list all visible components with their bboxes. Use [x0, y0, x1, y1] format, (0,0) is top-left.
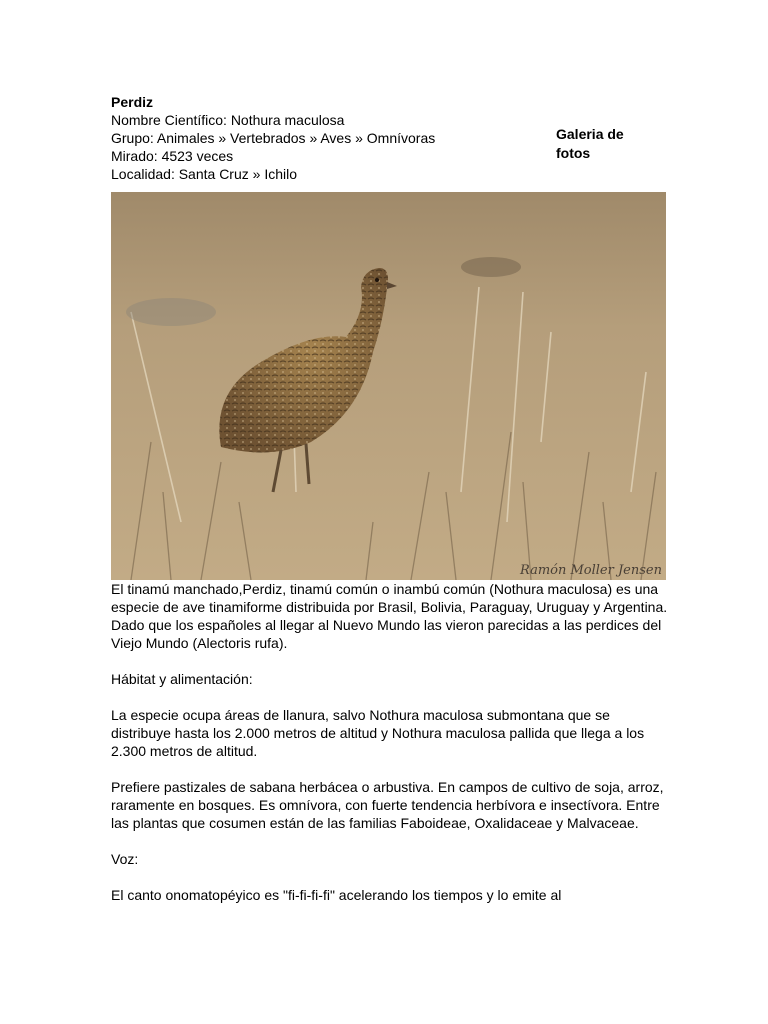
group-breadcrumb: Grupo: Animales » Vertebrados » Aves » Omnívoras	[111, 130, 436, 146]
photo-gallery-link[interactable]: Galeria de fotos	[556, 126, 624, 161]
diet-paragraph: Prefiere pastizales de sabana herbácea o arbustiva. En campos de cultivo de soja, arroz, raramente en bosques. Es omnívora, con fuerte tendencia herbívora e insectívora. Entre las plantas que cosumen están de las familias Faboideae, Oxalidaceae y Malvaceae.	[111, 779, 664, 831]
article-header	[111, 93, 435, 183]
voice-paragraph: El canto onomatopéyico es "fi-fi-fi-fi" acelerando los tiempos y lo emite al	[111, 887, 562, 903]
view-count: Mirado: 4523 veces	[111, 148, 234, 164]
bird-photo-icon	[111, 192, 666, 580]
page-title: Perdiz	[111, 94, 154, 110]
locality: Localidad: Santa Cruz » Ichilo	[111, 166, 297, 182]
habitat-heading: Hábitat y alimentación:	[111, 671, 253, 687]
article-body	[111, 580, 671, 922]
intro-paragraph: El tinamú manchado,Perdiz, tinamú común o inambú común (Nothura maculosa) es una especie de ave tinamiforme distribuida por Brasil, Bolivia, Paraguay, Uruguay y Argentina. Dado que los españoles al llegar al Nuevo Mundo las vieron parecidas a las perdices del Viejo Mundo (Alectoris rufa).	[111, 581, 668, 651]
photo-credit: Ramón Moller Jensen	[519, 563, 662, 578]
scientific-name: Nombre Científico: Nothura maculosa	[111, 112, 345, 128]
habitat-paragraph: La especie ocupa áreas de llanura, salvo Nothura maculosa submontana que se distribuye hasta los 2.000 metros de altitud y Nothura maculosa pallida que llega a los 2.300 metros de altitud.	[111, 707, 645, 759]
bird-photo	[111, 192, 666, 580]
voice-heading: Voz:	[111, 851, 139, 867]
